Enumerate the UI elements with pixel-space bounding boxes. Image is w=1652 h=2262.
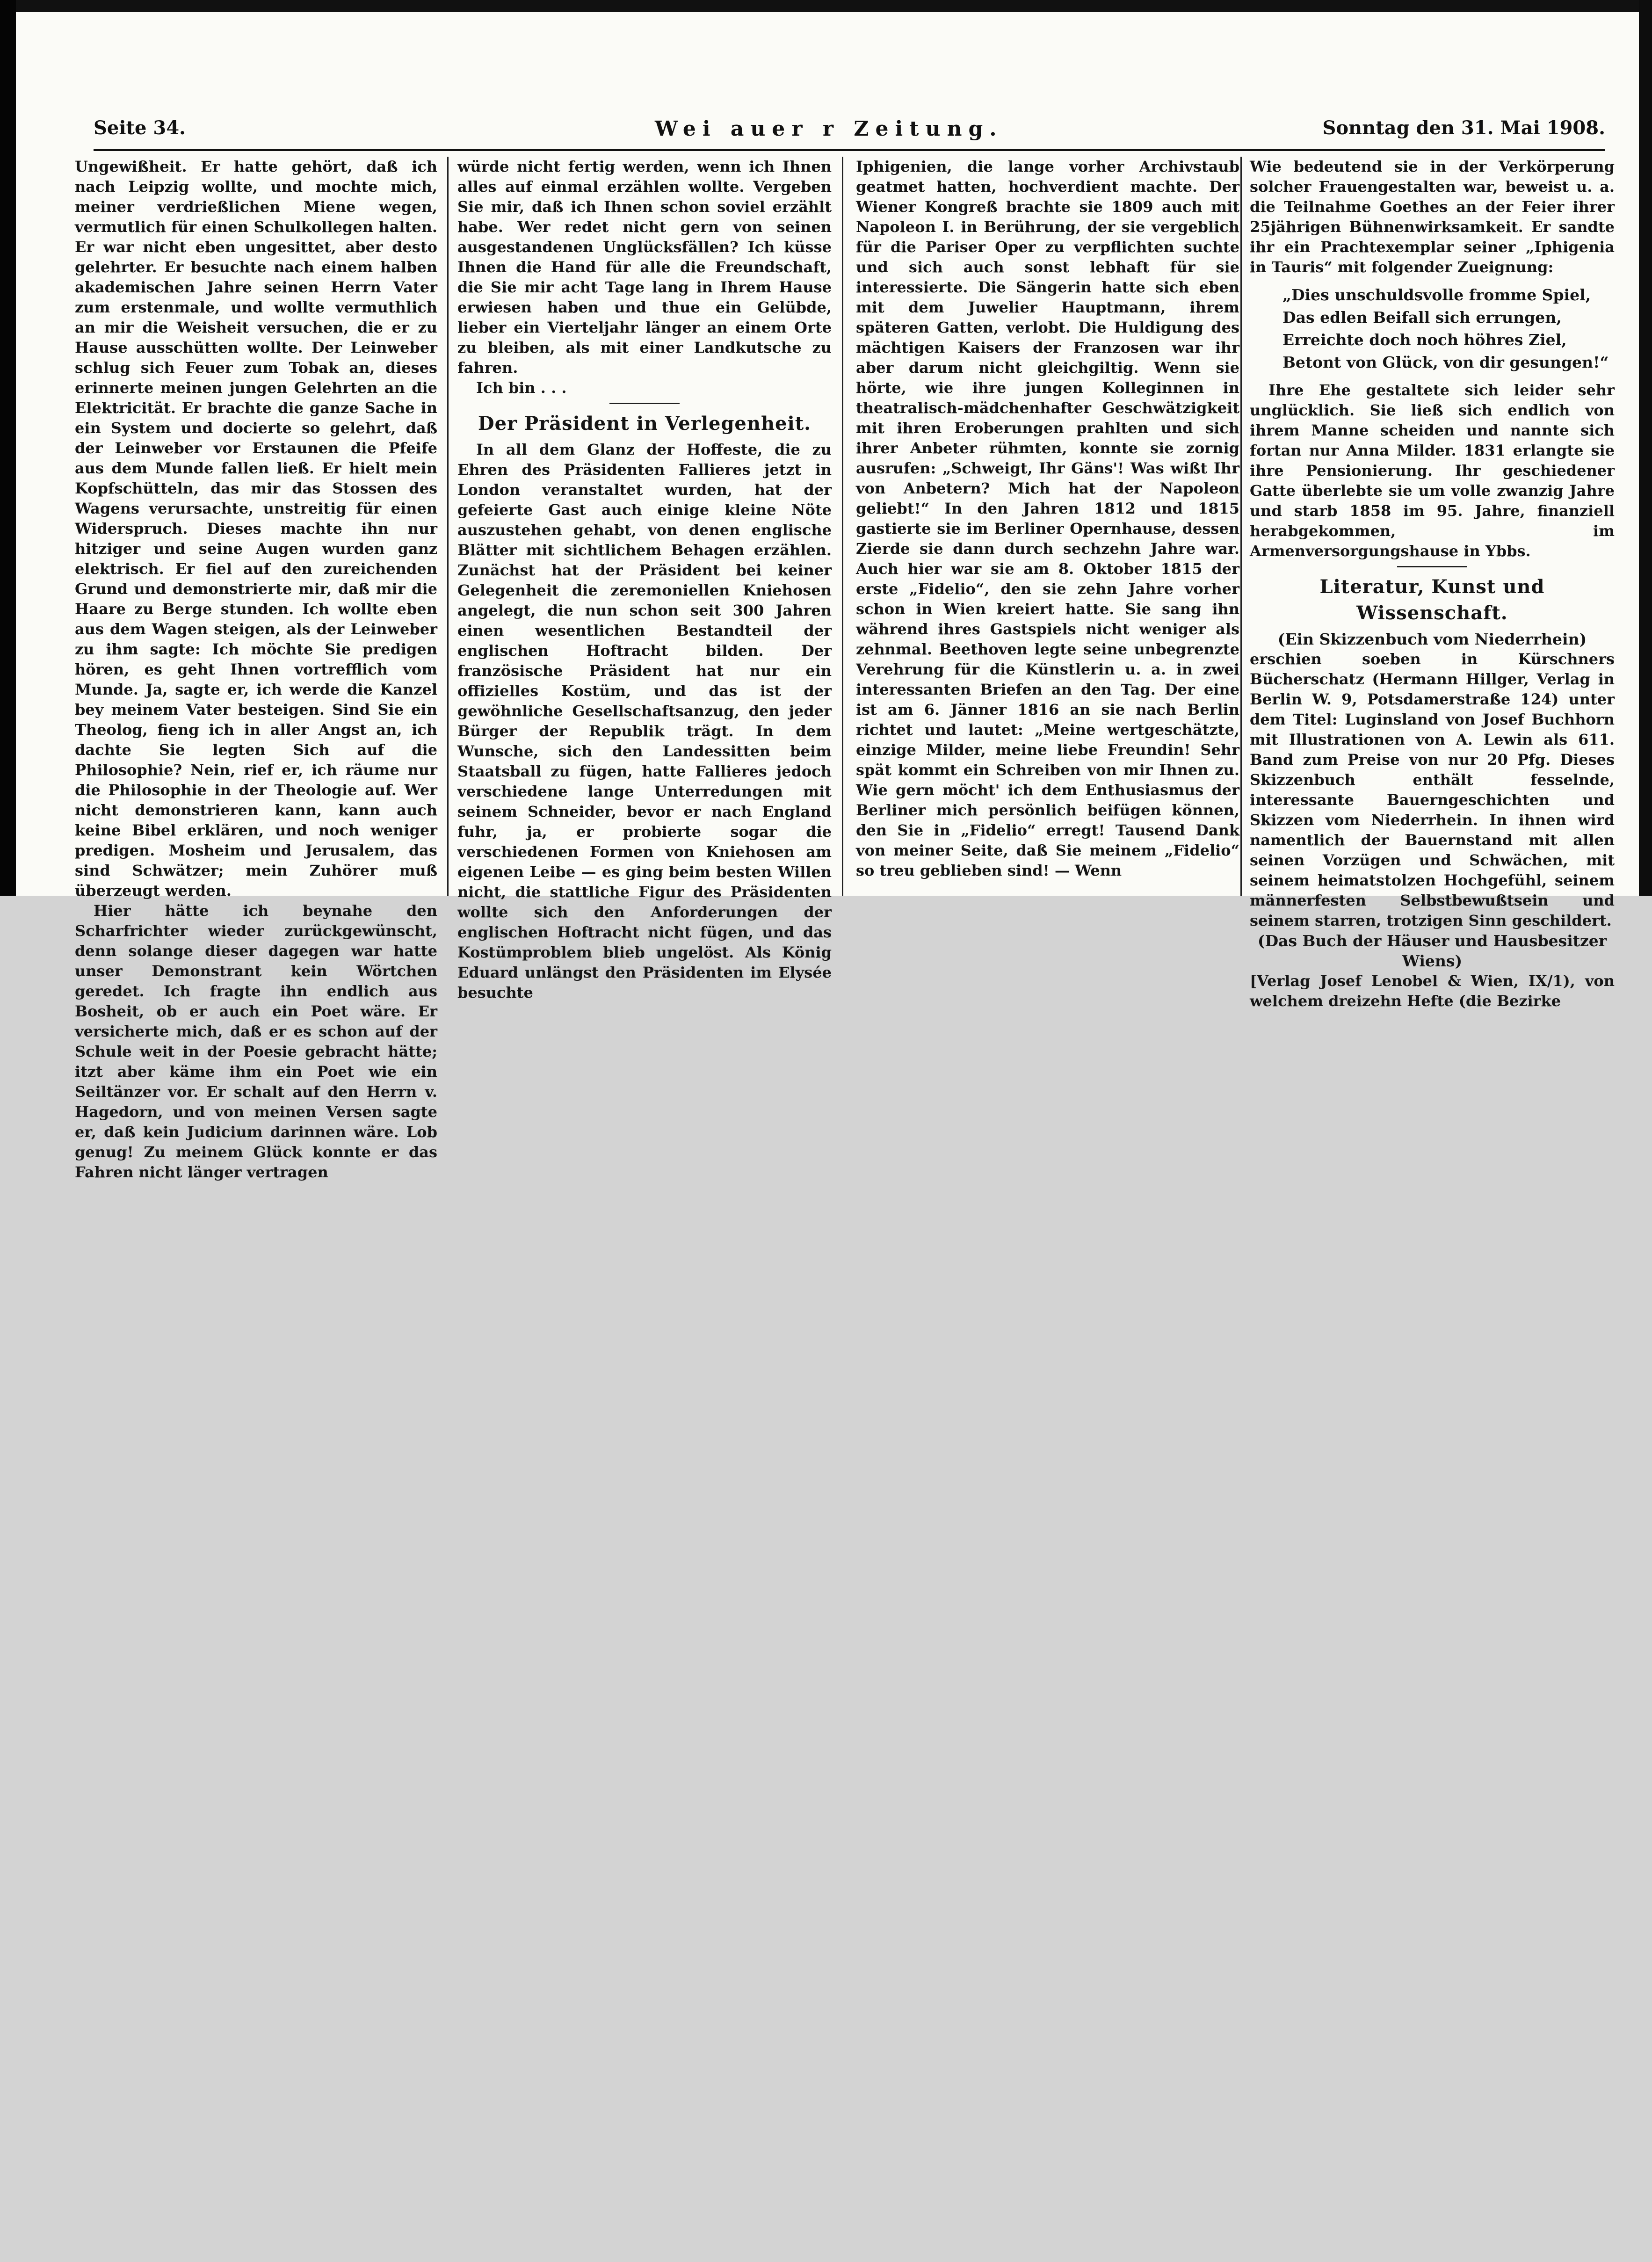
page-header [94,117,1605,150]
verse-line: Betont von Glück, von dir gesungen!“ [1282,353,1609,371]
column-1 [75,157,437,1181]
section-heading-literature: Literatur, Kunst und Wissenschaft. [1319,576,1545,624]
goethe-dedication-verse [1250,284,1615,374]
newspaper-title: Wei auer r Zeitung. [655,117,1003,141]
column-1-paragraph-2: Hier hätte ich beynahe den Scharfrichter wieder zurückgewünscht, denn solange dieser dagegen war hatte unser Demonstrant kein Wörtchen geredet. Ich fragte ihn endlich aus Bosheit, ob er auch ein Poet wäre. Er versicherte mich, daß er es schon auf der Schule weit in der Poesie gebracht hätte; itzt aber käme ihm ein Poet wie ein Seiltänzer vor. Er schalt auf den Herrn v. Hagedorn, und von meinen Versen sagte er, daß kein Judicium darinnen wäre. Lob genug! Zu meinem Glück konnte er das Fahren nicht länger vertragen [75,902,437,1181]
column-2-signoff: Ich bin . . . [476,379,567,397]
verse-line: Erreichte doch noch höhres Ziel, [1282,331,1567,349]
column-2-paragraph-1: würde nicht fertig werden, wenn ich Ihnen alles auf einmal erzählen wollte. Vergeben Sie mir, daß ich Ihnen schon soviel erzählt habe. Wer redet nicht gern von seinen ausgestandenen Unglücksfällen? Ich küsse Ihnen die Hand für alle die Freundschaft, die Sie mir acht Tage lang in Ihrem Hause erwiesen haben und thue ein Gelübde, lieber ein Vierteljahr länger an einem Orte zu bleiben, als mit einer Landkutsche zu fahren. [457,158,832,377]
header-rule [94,149,1605,151]
item-title-haeuserbuch: (Das Buch der Häuser und Hausbesitzer Wiens) [1257,932,1607,970]
column-2 [457,157,832,1001]
column-3 [856,157,1239,896]
article-separator [1397,566,1467,567]
item-title-skizzenbuch: (Ein Skizzenbuch vom Niederrhein) [1277,630,1587,648]
article-heading-president: Der Präsident in Verlegenheit. [478,413,812,435]
page-number: Seite 34. [94,117,186,139]
scan-edge-right [1639,0,1652,896]
issue-date: Sonntag den 31. Mai 1908. [1322,117,1605,139]
column-3-paragraph-1: Iphigenien, die lange vorher Archivstaub geatmet hatten, hochverdient machte. Der Wiener Kongreß brachte sie 1809 auch mit Napoleon I. in Berührung, der sie vergeblich für die Pariser Oper zu verpflichten suchte und sich auch sonst lebhaft für sie interessierte. Die Sängerin hatte sich eben mit dem Juwelier Hauptmann, ihrem späteren Gatten, verlobt. Die Huldigung des mächtigen Kaisers der Franzosen war ihr aber darum nicht gleichgiltig. Wenn sie hörte, wie ihre jungen Kolleginnen in theatralisch-mädchenhafter Geschwätzigkeit mit ihren Eroberungen prahlten und sich ihrer Anbeter rühmten, konnte sie zornig ausrufen: „Schweigt, Ihr Gäns'! Was wißt Ihr von Anbetern? Mich hat der Napoleon geliebt!“ In den Jahren 1812 und 1815 gastierte sie im Berliner Opernhause, dessen Zierde sie dann durch sechzehn Jahre war. Auch hier war sie am 8. Oktober 1815 der erste „Fidelio“, den sie zehn Jahre vorher schon in Wien kreiert hatte. Sie sang ihn während ihres Gastspiels nicht weniger als zehnmal. Beethoven legte seine unbegrenzte Verehrung für die Künstlerin u. a. in zwei interessanten Briefen an den Tag. Der eine ist am 6. Jänner 1816 an sie nach Berlin richtet und lautet: „Meine wertgeschätzte, einzige Milder, meine liebe Freundin! Sehr spät kommt ein Schreiben von mir Ihnen zu. Wie gern möcht' ich dem Enthusiasmus der Berliner mich persönlich beifügen können, den Sie in „Fidelio“ erregt! Tausend Dank von meiner Seite, daß Sie meinem „Fidelio“ so treu geblieben sind! — Wenn [856,158,1239,879]
column-rule [447,157,449,896]
column-rule [1240,157,1242,896]
verse-line: „Dies unschuldsvolle fromme Spiel, [1282,286,1591,304]
column-4 [1250,157,1615,1010]
column-4-paragraph-2: Ihre Ehe gestaltete sich leider sehr unglücklich. Sie ließ sich endlich von ihrem Manne scheiden und nannte sich fortan nur Anna Milder. 1831 erlangte sie ihre Pensionierung. Ihr geschiedener Gatte überlebte sie um volle zwanzig Jahre und starb 1858 im 95. Jahre, finanziell herabgekommen, im Armenversorgungshause in Ybbs. [1250,381,1615,560]
article-separator [609,403,680,404]
column-4-paragraph-1: Wie bedeutend sie in der Verkörperung solcher Frauengestalten war, beweist u. a. die Teilnahme Goethes an der Feier ihrer 25jährigen Bühnenwirksamkeit. Er sandte ihr ein Prachtexemplar seiner „Iphigenia in Tauris“ mit folgender Zueignung: [1250,158,1615,276]
column-1-paragraph-1: Ungewißheit. Er hatte gehört, daß ich nach Leipzig wollte, und mochte mich, meiner verdrießlichen Miene wegen, vermutlich für einen Schulkollegen halten. Er war nicht eben ungesittet, aber desto gelehrter. Er besuchte nach einem halben akademischen Jahre seinen Herrn Vater zum erstenmale, und wollte vermuthlich an mir die Weisheit versuchen, die er zu Hause ausschütten wollte. Der Leinweber schlug sich Feuer zum Tobak an, dieses erinnerte meinen jungen Gelehrten an die Elektricität. Er brachte die ganze Sache in ein System und docierte so gelehrt, daß der Leinweber vor Erstaunen die Pfeife aus dem Munde fallen ließ. Er hielt mein Kopfschütteln, das mir das Stossen des Wagens verursachte, unstreitig für einen Widerspruch. Dieses machte ihn nur hitziger und seine Augen wurden ganz elektrisch. Er fiel auf den zureichenden Grund und demonstrierte mir, daß mir die Haare zu Berge stunden. Ich wollte eben aus dem Wagen steigen, als der Leinweber zu ihm sagte: Ich möchte Sie predigen hören, es geht Ihnen vortrefflich vom Munde. Ja, sagte er, ich werde die Kanzel bey meinem Vater besteigen. Sind Sie ein Theolog, fieng ich in aller Angst an, ich dachte Sie legten Sich auf die Philosophie? Nein, rief er, ich räume nur die Philosophie in der Theologie auf. Wer nicht demonstrieren kann, kann auch keine Bibel erklären, und noch weniger predigen. Mosheim und Jerusalem, das sind Schwätzer; mein Zuhörer muß überzeugt werden. [75,158,437,899]
column-4-paragraph-3: erschien soeben in Kürschners Bücherschatz (Hermann Hillger, Verlag in Berlin W. 9, Potsdamerstraße 124) unter dem Titel: Luginsland von Josef Buchhorn mit Illustrationen von A. Lewin als 611. Band zum Preise von nur 20 Pfg. Dieses Skizzenbuch enthält fesselnde, interessante Bauerngeschichten und Skizzen vom Niederrhein. In ihnen wird namentlich der Bauernstand mit allen seinen Vorzügen und Schwächen, mit seinem heimatstolzen Hochgefühl, seinem männerfesten Selbstbewußtsein und seinem starren, trotzigen Sinn geschildert. [1250,650,1615,929]
scan-edge-top [0,0,1652,12]
column-2-paragraph-2: In all dem Glanz der Hoffeste, die zu Ehren des Präsidenten Fallieres jetzt in London veranstaltet wurden, hat der gefeierte Gast auch einige kleine Nöte auszustehen gehabt, von denen englische Blätter mit sichtlichem Behagen erzählen. Zunächst hat der Präsident bei keiner Gelegenheit die zeremoniellen Kniehosen angelegt, die nun schon seit 300 Jahren einen wesentlichen Bestandteil der englischen Hoftracht bilden. Der französische Präsident hat nur ein offizielles Kostüm, und das ist der gewöhnliche Gesellschaftsanzug, den jeder Bürger der Republik trägt. In dem Wunsche, sich den Landessitten beim Staatsball zu fügen, hatte Fallieres jedoch verschiedene lange Unterredungen mit seinem Schneider, bevor er nach England fuhr, ja, er probierte sogar die verschiedenen Formen von Kniehosen am eigenen Leibe — es ging beim besten Willen nicht, die stattliche Figur des Präsidenten wollte sich den Anforderungen der englischen Hoftracht nicht fügen, und das Kostümproblem blieb ungelöst. Als König Eduard unlängst den Präsidenten im Elysée besuchte [457,441,832,1001]
column-4-paragraph-4: [Verlag Josef Lenobel & Wien, IX/1), von welchem dreizehn Hefte (die Bezirke [1250,972,1615,1010]
verse-line: Das edlen Beifall sich errungen, [1282,308,1562,326]
scan-edge-left [0,0,16,896]
column-rule [842,157,843,896]
